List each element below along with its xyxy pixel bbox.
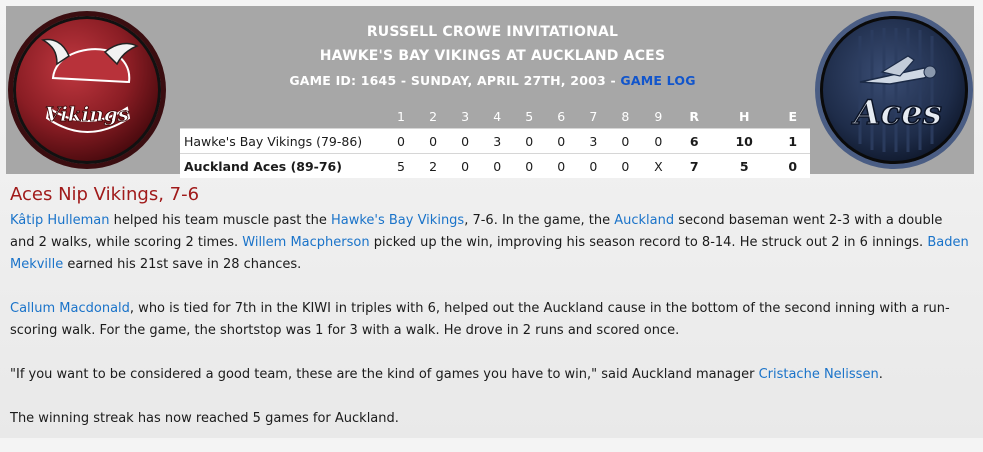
game-meta [176,73,809,88]
player-link[interactable]: Callum Macdonald [10,301,130,316]
recap-paragraph [10,210,970,276]
hits-total: 10 [713,129,776,154]
inning-score: 3 [481,129,513,154]
recap-paragraph [10,364,970,386]
aces-logo-icon [820,16,968,164]
game-recap-article [10,183,970,452]
inning-score: 0 [641,129,675,154]
team-link[interactable]: Auckland [614,213,675,228]
inning-header: 4 [493,108,502,124]
recap-paragraph [10,298,970,342]
recap-text: helped his team muscle past the [109,213,331,228]
recap-paragraph: The winning streak has now reached 5 games for Auckland. [10,411,399,426]
table-row [180,129,810,154]
inning-header: 3 [461,108,470,124]
hits-total: 5 [713,154,776,179]
linescore-header-row [180,104,810,129]
recap-text: second baseman went 2-3 with a double and 2 walks, while scoring 2 times. [10,213,943,250]
recap-text: picked up the win, improving his season record to 8-14. He struck out 2 in 6 innings. [369,235,928,250]
inning-score: 0 [481,154,513,179]
recap-text: , 7-6. In the game, the [464,213,615,228]
errors-header: E [788,108,797,124]
inning-header: 6 [557,108,566,124]
inning-score: 0 [513,154,545,179]
inning-score: 5 [385,154,417,179]
inning-header: 7 [589,108,598,124]
player-link[interactable]: Kâtip Hulleman [10,213,110,228]
inning-score: 0 [609,129,641,154]
hits-header: H [738,108,750,124]
runs-total: 7 [675,154,712,179]
vikings-logo-text: Vikings [44,102,130,126]
aces-logo-text: Aces [854,93,942,133]
away-team-name: Hawke's Bay Vikings (79-86) [180,129,385,154]
inning-score: 3 [577,129,609,154]
inning-score: 0 [545,154,577,179]
game-header [6,6,974,174]
team-link[interactable]: Hawke's Bay Vikings [330,213,465,228]
aces-logo-graphic [820,16,968,164]
inning-score: 0 [417,129,449,154]
inning-header: 2 [429,108,438,124]
home-team-name: Auckland Aces (89-76) [180,154,385,179]
inning-score: 2 [417,154,449,179]
linescore-table [180,104,810,178]
inning-score: 0 [449,129,481,154]
player-link[interactable]: Willem Macpherson [242,235,370,250]
inning-score: 0 [545,129,577,154]
manager-link[interactable]: Cristache Nelissen [758,367,879,382]
inning-header: 8 [621,108,630,124]
event-title: RUSSELL CROWE INVITATIONAL [366,24,619,40]
recap-text: . [878,367,883,382]
vikings-logo-graphic [13,16,161,164]
game-meta-text: GAME ID: 1645 - SUNDAY, APRIL 27TH, 2003 - [289,73,621,88]
matchup-title: HAWKE'S BAY VIKINGS AT AUCKLAND ACES [319,48,666,64]
inning-header: 1 [397,108,405,124]
inning-score: X [641,154,675,179]
inning-score: 0 [609,154,641,179]
inning-score: 0 [449,154,481,179]
runs-header: R [689,108,699,124]
inning-score: 0 [577,154,609,179]
errors-total: 0 [775,154,810,179]
inning-header: 9 [654,108,663,124]
recap-text: "If you want to be considered a good team, these are the kind of games you have to win," said Auckland manager [10,367,759,382]
recap-text: earned his 21st save in 28 chances. [63,257,302,272]
team-column-header [180,104,385,129]
vikings-logo-icon [13,16,161,164]
inning-header: 5 [525,108,534,124]
inning-score: 0 [513,129,545,154]
recap-text: , who is tied for 7th in the KIWI in triples with 6, helped out the Auckland cause in the bottom of the second inning with a run-scoring walk. For the game, the shortstop was 1 for 3 with a walk. He drove in 2 runs and scored once. [10,301,950,338]
table-row [180,154,810,179]
game-log-link[interactable]: GAME LOG [620,73,696,88]
runs-total: 6 [675,129,712,154]
recap-headline: Aces Nip Vikings, 7-6 [10,184,200,205]
player-link[interactable]: Baden Mekville [10,235,969,272]
inning-score: 0 [385,129,417,154]
errors-total: 1 [775,129,810,154]
